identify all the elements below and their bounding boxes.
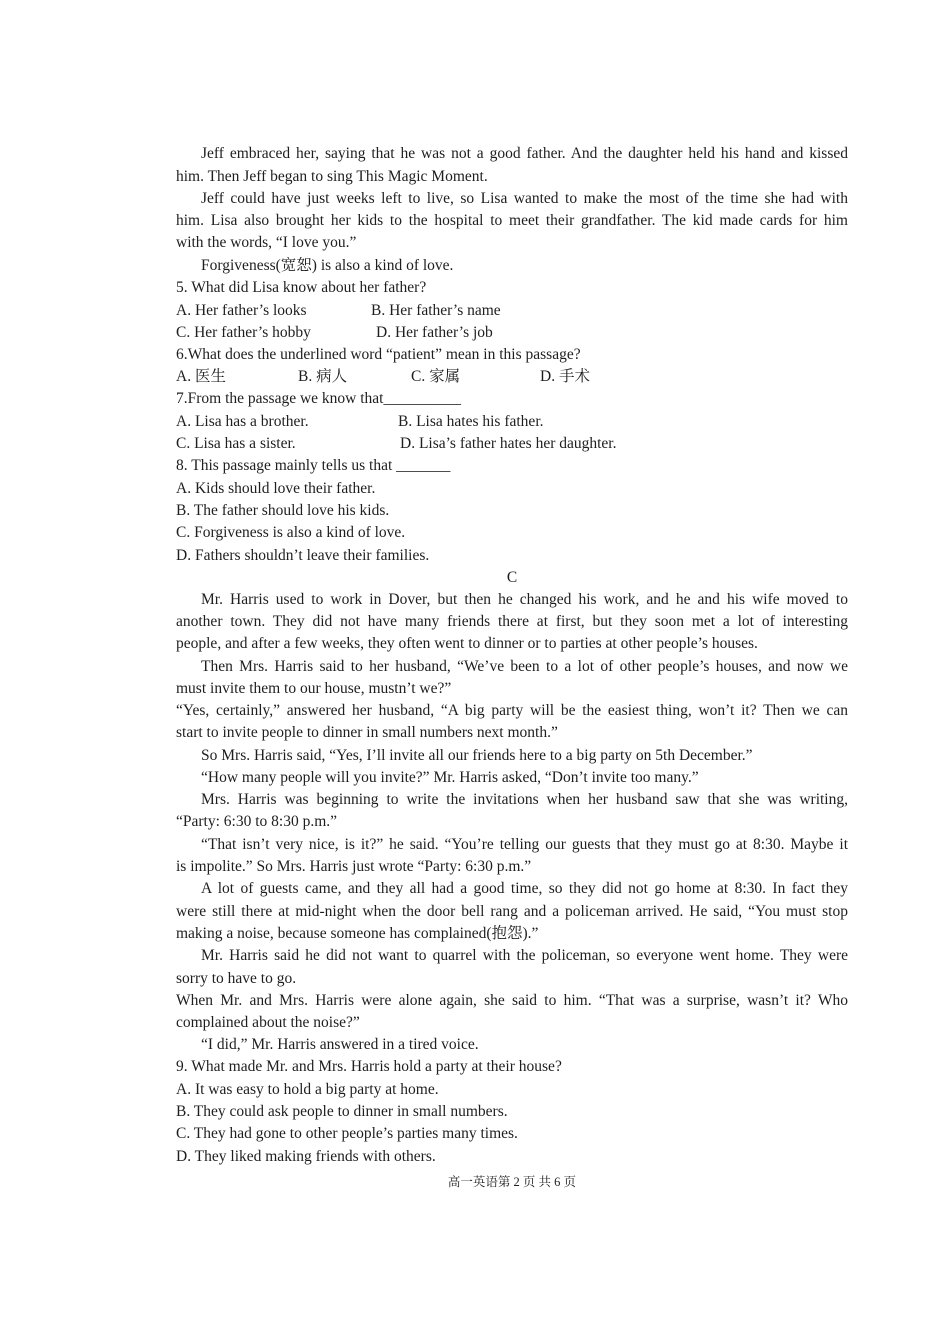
passage-b-line: with the words, “I love you.” <box>176 234 357 251</box>
passage-c-line: start to invite people to dinner in small numbers next month.” <box>176 724 558 741</box>
passage-c-line: “How many people will you invite?” Mr. Harris asked, “Don’t invite too many.” <box>201 769 699 786</box>
passage-c-line: Mr. Harris said he did not want to quarrel with the policeman, so everyone went home. They were <box>201 947 848 964</box>
passage-c-line: must invite them to our house, mustn’t we?” <box>176 680 452 697</box>
question-7-option-b: B. Lisa hates his father. <box>398 413 544 430</box>
passage-c-line: people, and after a few weeks, they often went to dinner or to parties at other people’s houses. <box>176 635 758 652</box>
page-footer: 高一英语第 2 页 共 6 页 <box>447 1175 577 1189</box>
question-5-stem: 5. What did Lisa know about her father? <box>176 279 427 296</box>
passage-c-line: “I did,” Mr. Harris answered in a tired voice. <box>201 1036 479 1053</box>
passage-b-line: Jeff could have just weeks left to live, so Lisa wanted to make the most of the time she had with <box>201 190 848 207</box>
passage-c-line: Mr. Harris used to work in Dover, but then he changed his work, and he and his wife moved to <box>201 591 848 608</box>
question-9-option-b: B. They could ask people to dinner in small numbers. <box>176 1103 508 1120</box>
question-5-option-c: C. Her father’s hobby <box>176 324 311 341</box>
passage-c-line: complained about the noise?” <box>176 1014 360 1031</box>
question-6-option-a: A. 医生 <box>176 368 226 385</box>
passage-c-line: is impolite.” So Mrs. Harris just wrote “Party: 6:30 p.m.” <box>176 858 532 875</box>
passage-c-line: were still there at mid-night when the door bell rang and a policeman arrived. He said, “You must stop <box>176 903 848 920</box>
question-7-option-c: C. Lisa has a sister. <box>176 435 296 452</box>
question-8-option-d: D. Fathers shouldn’t leave their families. <box>176 547 430 564</box>
passage-b-line: him. Then Jeff began to sing This Magic Moment. <box>176 168 488 185</box>
section-c-heading: C <box>506 569 518 586</box>
question-9-option-a: A. It was easy to hold a big party at home. <box>176 1081 439 1098</box>
passage-c-line: “That isn’t very nice, is it?” he said. “You’re telling our guests that they must go at 8:30. Maybe it <box>201 836 848 853</box>
question-6-option-b: B. 病人 <box>298 368 348 385</box>
passage-c-line: sorry to have to go. <box>176 970 297 987</box>
question-6-option-c: C. 家属 <box>411 368 461 385</box>
passage-b-line: Forgiveness(宽恕) is also a kind of love. <box>201 257 454 274</box>
question-8-option-b: B. The father should love his kids. <box>176 502 390 519</box>
question-8-option-a: A. Kids should love their father. <box>176 480 376 497</box>
passage-c-line: A lot of guests came, and they all had a good time, so they did not go home at 8:30. In fact they <box>201 880 848 897</box>
question-6-stem: 6.What does the underlined word “patient” mean in this passage? <box>176 346 581 363</box>
passage-c-line: So Mrs. Harris said, “Yes, I’ll invite all our friends here to a big party on 5th December.” <box>201 747 753 764</box>
passage-b-line: him. Lisa also brought her kids to the hospital to meet their grandfather. The kid made cards for him <box>176 212 848 229</box>
question-6-option-d: D. 手术 <box>540 368 590 385</box>
passage-c-line: making a noise, because someone has complained(抱怨).” <box>176 925 539 942</box>
question-9-option-c: C. They had gone to other people’s parties many times. <box>176 1125 518 1142</box>
question-7-stem: 7.From the passage we know that__________ <box>176 390 461 407</box>
passage-c-line: another town. They did not have many friends there at first, but they soon met a lot of interesting <box>176 613 848 630</box>
passage-c-line: “Yes, certainly,” answered her husband, “A big party will be the easiest thing, won’t it? Then we can <box>176 702 848 719</box>
question-8-stem: 8. This passage mainly tells us that _______ <box>176 457 451 474</box>
question-7-option-d: D. Lisa’s father hates her daughter. <box>400 435 617 452</box>
passage-c-line: When Mr. and Mrs. Harris were alone again, she said to him. “That was a surprise, wasn’t it? Who <box>176 992 848 1009</box>
question-5-option-b: B. Her father’s name <box>371 302 501 319</box>
question-7-option-a: A. Lisa has a brother. <box>176 413 309 430</box>
question-5-option-a: A. Her father’s looks <box>176 302 307 319</box>
passage-c-line: Mrs. Harris was beginning to write the invitations when her husband saw that she was writing, <box>201 791 848 808</box>
passage-c-line: “Party: 6:30 to 8:30 p.m.” <box>176 813 338 830</box>
question-9-option-d: D. They liked making friends with others. <box>176 1148 436 1165</box>
passage-c-line: Then Mrs. Harris said to her husband, “We’ve been to a lot of other people’s houses, and now we <box>201 658 848 675</box>
question-8-option-c: C. Forgiveness is also a kind of love. <box>176 524 406 541</box>
question-9-stem: 9. What made Mr. and Mrs. Harris hold a party at their house? <box>176 1058 562 1075</box>
passage-b-line: Jeff embraced her, saying that he was not a good father. And the daughter held his hand and kissed <box>201 145 848 162</box>
question-5-option-d: D. Her father’s job <box>376 324 493 341</box>
